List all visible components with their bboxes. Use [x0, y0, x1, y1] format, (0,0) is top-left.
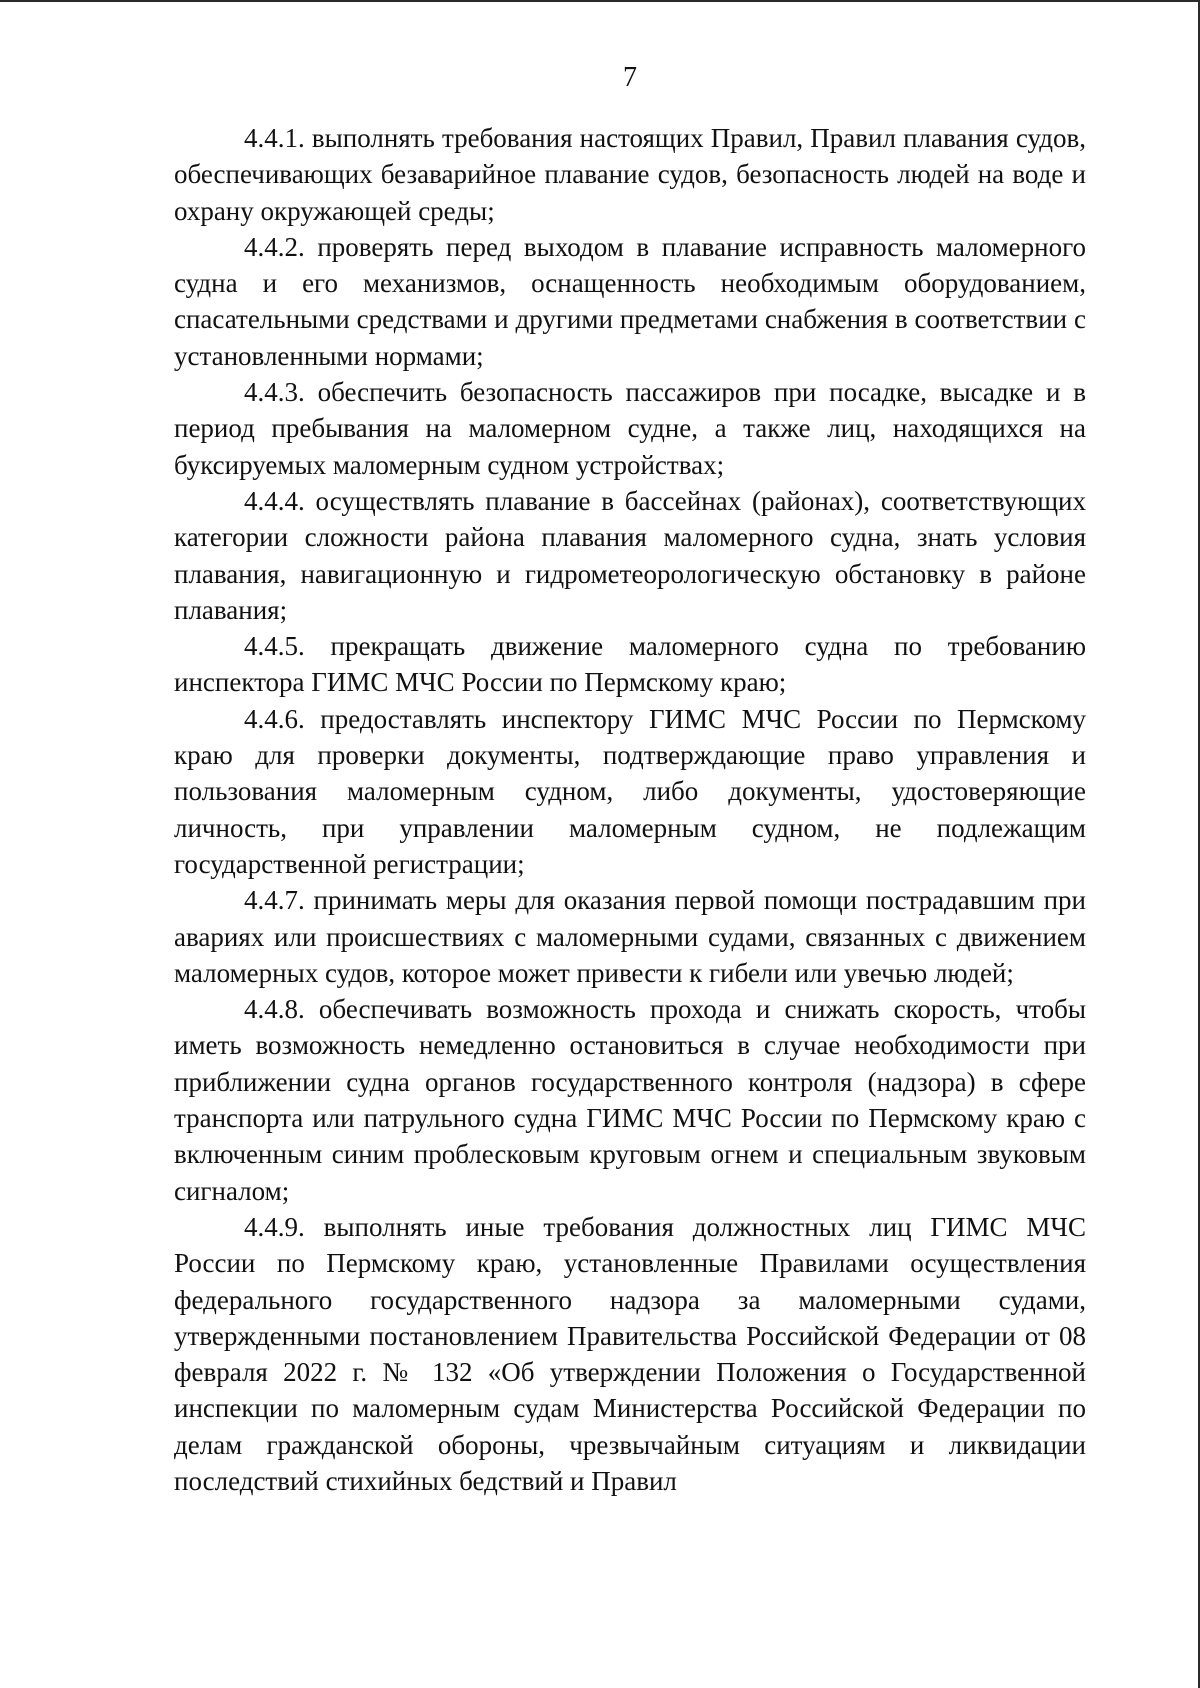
paragraph-4-4-2: 4.4.2. проверять перед выходом в плавание исправность маломерного судна и его механизмов, оснащенность необходимым оборудованием, спасательными средствами и другими предметами снабжения в соответствии с установленными нормами; — [174, 231, 1086, 371]
document-body — [174, 120, 1086, 1499]
paragraph-4-4-9: 4.4.9. выполнять иные требования должностных лиц ГИМС МЧС России по Пермскому краю, установленные Правилами осуществления федерального государственного надзора за маломерными судами, утвержденными постановлением Правительства Российской Федерации от 08 февраля 2022 г. № 132 «Об утверждении Положения о Государственной инспекции по маломерным судам Министерства Российской Федерации по делам гражданской обороны, чрезвычайным ситуациям и ликвидации последствий стихийных бедствий и Правил — [174, 1211, 1086, 1496]
page-number: 7 — [623, 62, 637, 93]
paragraph-4-4-6: 4.4.6. предоставлять инспектору ГИМС МЧС России по Пермскому краю для проверки документы, подтверждающие право управления и пользования маломерным судном, либо документы, удостоверяющие личность, при управлении маломерным судном, не подлежащим государственной регистрации; — [174, 703, 1086, 879]
paragraph-4-4-5: 4.4.5. прекращать движение маломерного судна по требованию инспектора ГИМС МЧС России по Пермскому краю; — [174, 631, 1086, 698]
paragraph-4-4-8: 4.4.8. обеспечивать возможность прохода и снижать скорость, чтобы иметь возможность немедленно остановиться в случае необходимости при приближении судна органов государственного контроля (надзора) в сфере транспорта или патрульного судна ГИМС МЧС России по Пермскому краю с включенным синим проблесковым круговым огнем и специальным звуковым сигналом; — [174, 994, 1086, 1206]
paragraph-4-4-4: 4.4.4. осуществлять плавание в бассейнах (районах), соответствующих категории сложности района плавания маломерного судна, знать условия плавания, навигационную и гидрометеорологическую обстановку в районе плавания; — [174, 485, 1086, 625]
scan-top-edge — [0, 0, 1200, 2]
paragraph-4-4-1: 4.4.1. выполнять требования настоящих Правил, Правил плавания судов, обеспечивающих безаварийное плавание судов, безопасность людей на воде и охрану окружающей среды; — [174, 123, 1086, 226]
paragraph-4-4-3: 4.4.3. обеспечить безопасность пассажиров при посадке, высадке и в период пребывания на маломерном судне, а также лиц, находящихся на буксируемых маломерным судном устройствах; — [174, 377, 1086, 480]
paragraph-4-4-7: 4.4.7. принимать меры для оказания первой помощи пострадавшим при авариях или происшествиях с маломерными судами, связанных с движением маломерных судов, которое может привести к гибели или увечью людей; — [174, 885, 1086, 988]
